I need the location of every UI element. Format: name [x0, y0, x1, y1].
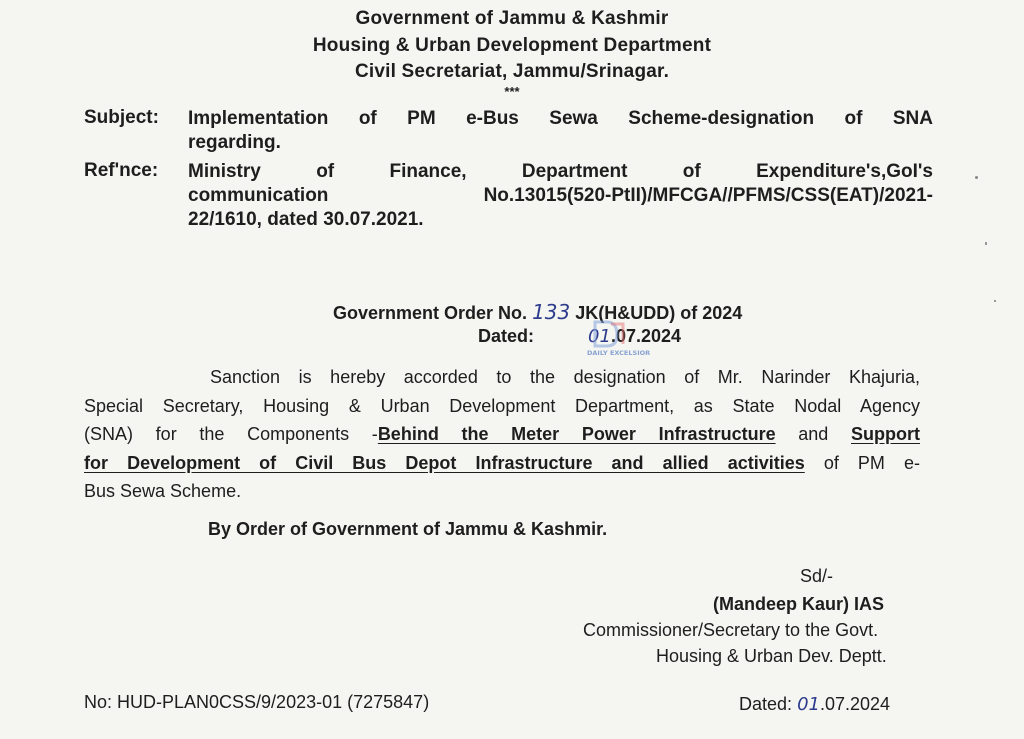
footer-dated-rest: .07.2024 — [819, 694, 891, 714]
footer-reference-number: No: HUD-PLAN0CSS/9/2023-01 (7275847) — [84, 692, 430, 712]
watermark-text: DAILY EXCELSIOR — [587, 349, 651, 357]
scan-speck — [975, 176, 978, 179]
order-prefix: Government Order No. — [333, 303, 528, 323]
reference-line-1: Ministry of Finance, Department of Expenditure's,GoI's — [188, 161, 933, 182]
sanction-paragraph — [84, 363, 920, 506]
header-secretariat: Civil Secretariat, Jammu/Srinagar. — [354, 61, 670, 82]
signature-sd: Sd/- — [800, 566, 834, 586]
order-suffix: JK(H&UDD) of 2024 — [575, 303, 743, 323]
sanction-line-1: Sanction is hereby accorded to the designation of Mr. Narinder Khajuria, — [210, 367, 920, 387]
subject-text — [188, 107, 933, 155]
component-support-start: Support — [851, 424, 920, 445]
header-separator: *** — [504, 84, 520, 99]
subject-label: Subject: — [84, 107, 159, 128]
signatory-designation: Commissioner/Secretary to the Govt. — [583, 620, 879, 640]
footer-dated-label: Dated: — [739, 694, 793, 714]
component-civil-bus-depot: for Development of Civil Bus Depot Infrastructure and allied activities — [84, 452, 805, 473]
reference-text — [188, 160, 933, 232]
sanction-line-2: Special Secretary, Housing & Urban Development Department, as State Nodal Agency — [84, 395, 920, 416]
header-department: Housing & Urban Development Department — [312, 35, 712, 56]
footer-dated-day-handwritten: 01 — [797, 694, 820, 715]
scan-speck — [994, 300, 996, 302]
order-number-line — [333, 300, 742, 324]
order-dated-label: Dated: — [478, 326, 535, 346]
by-order-line: By Order of Government of Jammu & Kashmir. — [208, 519, 608, 539]
sanction-line-3-pre: (SNA) for the Components - — [84, 424, 378, 445]
sanction-line-4-post: of PM e- — [804, 452, 920, 473]
order-day-handwritten: 01 — [588, 326, 611, 347]
order-number-handwritten: 133 — [532, 300, 571, 324]
reference-line-3: 22/1610, dated 30.07.2021. — [188, 209, 424, 230]
subject-line-2: regarding. — [188, 132, 281, 153]
footer-dated — [739, 694, 890, 715]
header-government: Government of Jammu & Kashmir — [355, 8, 669, 29]
scan-speck — [985, 242, 987, 245]
signatory-department: Housing & Urban Dev. Deptt. — [656, 646, 887, 666]
reference-line-2: communication No.13015(520-PtII)/MFCGA//PFMS/CSS(EAT)/2021- — [188, 185, 933, 206]
signatory-name: (Mandeep Kaur) IAS — [713, 594, 885, 614]
sanction-line-3 — [84, 420, 920, 449]
sanction-line-4 — [84, 449, 920, 478]
order-dated-line — [478, 326, 681, 347]
sanction-line-3-mid: and — [775, 424, 851, 445]
reference-label: Ref'nce: — [84, 160, 159, 181]
component-behind-meter: Behind the Meter Power Infrastructure — [377, 424, 776, 445]
sanction-line-5: Bus Sewa Scheme. — [84, 481, 242, 502]
subject-line-1: Implementation of PM e-Bus Sewa Scheme-designation of SNA — [188, 108, 933, 129]
order-dated-suffix: .07.2024 — [610, 326, 682, 346]
